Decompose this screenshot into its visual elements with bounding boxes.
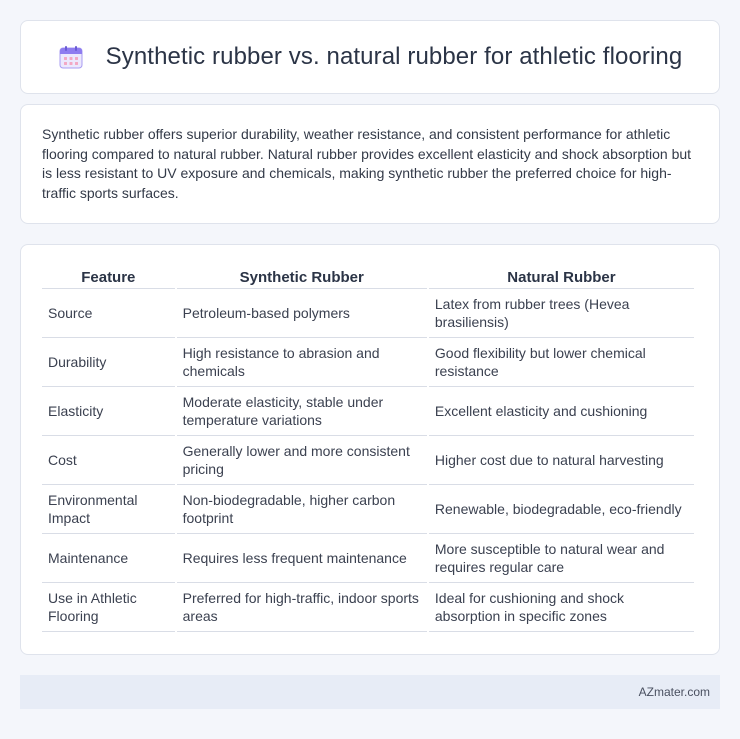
table-row [42,534,694,583]
natural-cell: Good flexibility but lower chemical resistance [429,338,694,387]
synthetic-cell: Moderate elasticity, stable under temperature variations [177,387,427,436]
natural-cell: Excellent elasticity and cushioning [429,387,694,436]
synthetic-cell: Generally lower and more consistent pricing [177,436,427,485]
title-card [20,20,720,94]
feature-cell: Environmental Impact [42,485,175,534]
feature-cell: Use in Athletic Flooring [42,583,175,632]
comparison-table [40,263,696,632]
footer-brand[interactable]: AZmater.com [638,685,710,699]
feature-cell: Durability [42,338,175,387]
column-header-feature: Feature [42,263,175,289]
column-header-natural: Natural Rubber [429,263,694,289]
table-row [42,387,694,436]
table-row [42,485,694,534]
column-header-synthetic: Synthetic Rubber [177,263,427,289]
natural-cell: More susceptible to natural wear and requires regular care [429,534,694,583]
natural-cell: Renewable, biodegradable, eco-friendly [429,485,694,534]
table-header-row [42,263,694,289]
table-row [42,436,694,485]
natural-cell: Latex from rubber trees (Hevea brasiliensis) [429,289,694,338]
feature-cell: Maintenance [42,534,175,583]
footer [20,675,720,709]
summary-text: Synthetic rubber offers superior durability, weather resistance, and consistent performance for athletic flooring compared to natural rubber. Natural rubber provides excellent elasticity and shock absorption but is less resistant to UV exposure and chemicals, making synthetic rubber the preferred choice for high-traffic sports surfaces. [42,126,692,201]
feature-cell: Elasticity [42,387,175,436]
page-title: Synthetic rubber vs. natural rubber for athletic flooring [105,43,683,70]
table-row [42,583,694,632]
summary-card [20,104,720,224]
table-row [42,289,694,338]
feature-cell: Source [42,289,175,338]
natural-cell: Higher cost due to natural harvesting [429,436,694,485]
natural-cell: Ideal for cushioning and shock absorption in specific zones [429,583,694,632]
synthetic-cell: High resistance to abrasion and chemicals [177,338,427,387]
synthetic-cell: Requires less frequent maintenance [177,534,427,583]
synthetic-cell: Non-biodegradable, higher carbon footprint [177,485,427,534]
synthetic-cell: Petroleum-based polymers [177,289,427,338]
feature-cell: Cost [42,436,175,485]
calendar-icon [58,44,84,70]
table-row [42,338,694,387]
comparison-table-card [20,244,720,655]
synthetic-cell: Preferred for high-traffic, indoor sports areas [177,583,427,632]
